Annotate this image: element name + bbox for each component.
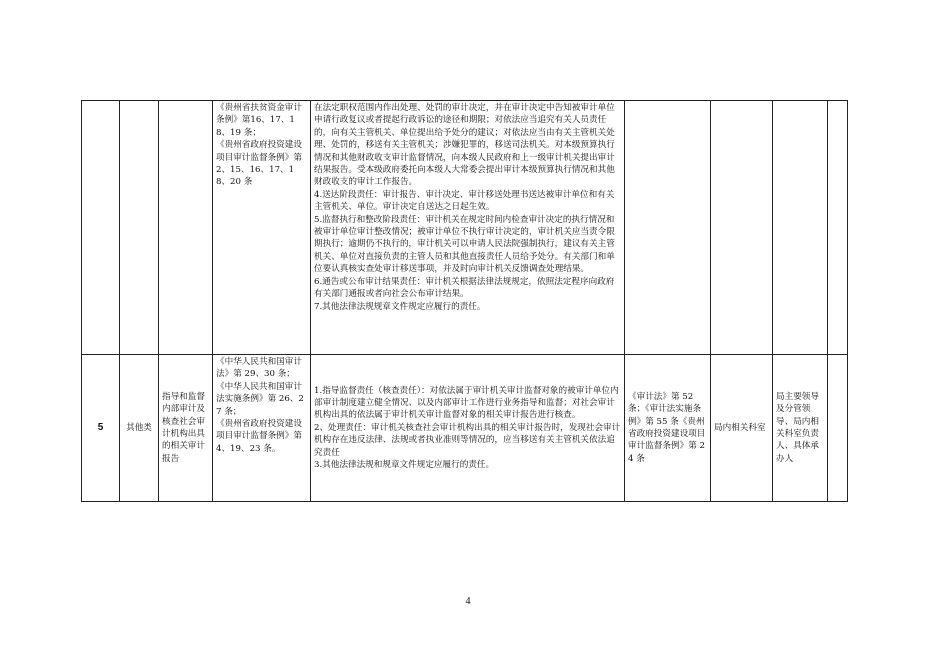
cell-department bbox=[711, 101, 773, 355]
cell-responsible-person bbox=[773, 101, 828, 355]
responsibility-line: 5.监督执行和整改阶段责任：审计机关在规定时间内检查审计决定的执行情况和被审计单位审计整改情况；被审计单位不执行审计决定的，审计机关应当责令限期执行；逾期仍不执行的，审计机关可以申请人民法院强制执行，建议有关主管机关、单位对直接负责的主管人员和其他直接责任人员给予处分。有关部门和单位要认真核实查处审计移送事项，并及时向审计机关反馈调查处理结果。 bbox=[314, 214, 615, 275]
power-list-table bbox=[81, 100, 848, 502]
row-remark bbox=[828, 355, 848, 502]
basis-line: 《贵州省政府投资建设项目审计监督条例》第 2、15、16、17、18、20 条 bbox=[216, 140, 302, 188]
basis-line: 《中华人民共和国审计法》第 29、30 条； bbox=[216, 357, 302, 380]
row-basis bbox=[213, 355, 311, 502]
responsibility-line: 2、处理责任：审计机关核查社会审计机构出具的相关审计报告时，发现社会审计机构存在违反法律、法规或者执业准则等情况的，应当移送有关主管机关依法追究责任 bbox=[314, 422, 621, 458]
responsibility-line: 3.其他法律法规和规章文件规定应履行的责任。 bbox=[314, 460, 495, 471]
row-number: 5 bbox=[82, 355, 120, 502]
basis-line: 《贵州省政府投资建设项目审计监督条例》第 4、19、23 条。 bbox=[216, 419, 302, 454]
cell-basis bbox=[213, 101, 311, 355]
responsibility-line: 7.其他法律法规规章文件规定应履行的责任。 bbox=[314, 301, 486, 312]
table-row-continued bbox=[82, 101, 848, 355]
cell-accountability-basis bbox=[625, 101, 711, 355]
row-responsibilities bbox=[311, 355, 625, 502]
cell-item bbox=[159, 101, 213, 355]
row-category: 其他类 bbox=[120, 355, 159, 502]
row-department: 局内相关科室 bbox=[711, 355, 773, 502]
cell-responsibilities bbox=[311, 101, 625, 355]
cell-category bbox=[120, 101, 159, 355]
page-number: 4 bbox=[465, 596, 471, 607]
cell-number bbox=[82, 101, 120, 355]
row-accountability-basis: 《审计法》第 52 条；《审计法实施条例》第 55 条《贵州省政府投资建设项目审计监督条例》第 24 条 bbox=[625, 355, 711, 502]
basis-line: 《中华人民共和国审计法实施条例》第 26、27 条； bbox=[216, 381, 304, 417]
row-responsible-person: 局主要领导及分管领导、局内相关科室负责人、具体承办人 bbox=[773, 355, 828, 502]
responsibility-line: 4.送达阶段责任：审计报告、审计决定、审计移送处理书送达被审计单位和有关主管机关、单位。审计决定自送达之日起生效。 bbox=[314, 189, 615, 213]
responsibility-line: 1.指导监督责任（核查责任）：对依法属于审计机关审计监督对象的被审计单位内部审计制度建立健全情况、以及内部审计工作进行业务指导和监督；对社会审计机构出具的依法属于审计机关审计监督对象的相关审计报告进行核查。 bbox=[314, 385, 619, 421]
table-row-5 bbox=[82, 355, 848, 502]
cell-remark bbox=[828, 101, 848, 355]
responsibility-line: 在法定职权范围内作出处理、处罚的审计决定，并在审计决定中告知被审计单位申请行政复议或者提起行政诉讼的途径和期限；对依法应当追究有关人员责任的，向有关主管机关、单位提出给予处分的建议；对依法应当由有关主管机关处理、处罚的，移送有关主管机关；涉嫌犯罪的，移送司法机关。对本级预算执行情况和其他财政收支审计监督情况，向本级人民政府和上一级审计机关提出审计结果报告。受本级政府委托向本级人大常委会提出审计本级预算执行情况和其他财政收支的审计工作报告。 bbox=[314, 103, 615, 188]
basis-line: 《贵州省扶贫资金审计条例》第16、17、18、19 条； bbox=[216, 103, 302, 138]
row-item-name: 指导和监督内部审计及核查社会审计机构出具的相关审计报告 bbox=[159, 355, 213, 502]
responsibility-line: 6.通告或公布审计结果责任：审计机关根据法律法规规定，依照法定程序向政府有关部门通报或者向社会公布审计结果。 bbox=[314, 276, 615, 300]
